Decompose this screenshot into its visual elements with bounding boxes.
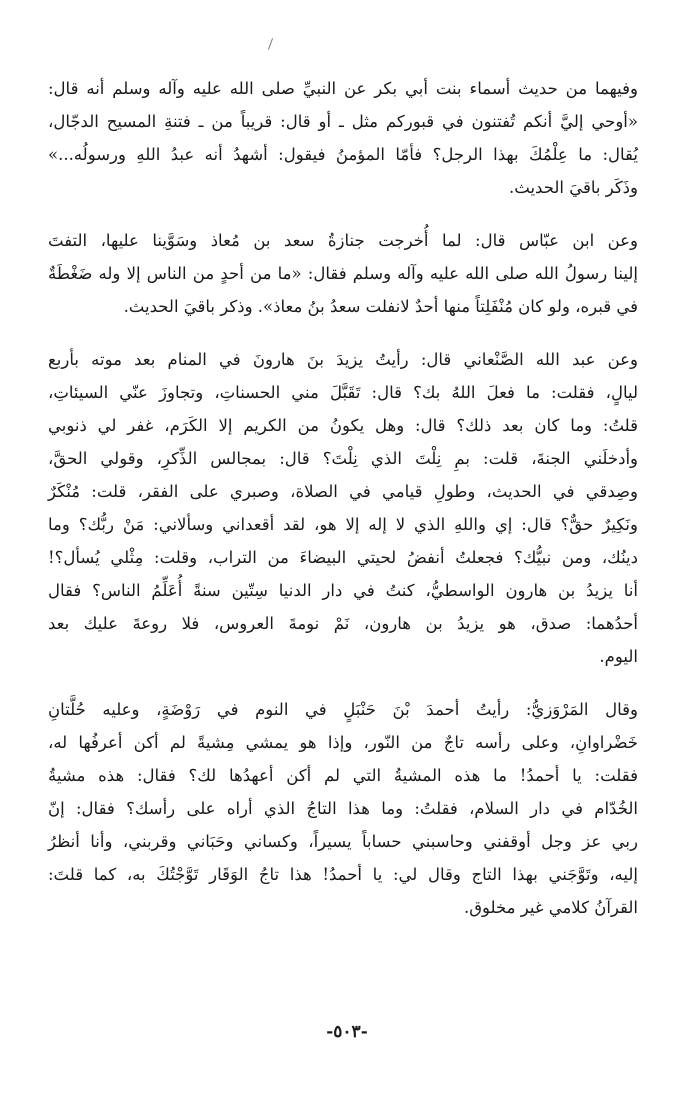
- text-line: أنا يزيدُ بن هارون الواسطيُّ، كنتُ في دار الدنيا سِتّين سنةً أُعَلِّمُ الناس؟ فقال: [48, 581, 638, 600]
- text-line: إليه، وتَوَّجَني بهذا التاج وقال لي: يا أحمدُ! هذا تاجُ الوَقَار تَوَّجْتُكَ به، كما قلتَ:: [48, 865, 638, 884]
- text-line: قلتُ: وما كان بعد ذلك؟ قال: وهل يكونُ من الكريم إلا الكَرَم، غفر لي ذنوبي: [48, 416, 638, 435]
- text-line: خَضْراوانِ، وعلى رأسه تاجٌ من النّور، وإذا هو يمشي مِشيةً لم أكن أعرفُها له،: [48, 733, 638, 752]
- text-line: أحدُهما: صدق، هو يزيدُ بن هارون، نَمْ نومةَ العروس، فلا روعةَ عليك بعد: [48, 614, 638, 633]
- text-line: فقلت: يا أحمدُ! ما هذه المشيةُ التي لم أكن أعهدُها لك؟ فقال: هذه مشيةُ: [48, 766, 638, 785]
- paragraph: [48, 693, 638, 924]
- text-line: ونَكِيرٌ حقٌّ؟ قال: إي واللهِ الذي لا إله إلا هو، لقد أقعداني وسألاني: مَنْ ربُّك؟ وما: [48, 515, 638, 534]
- text-line: في قبره، ولو كان مُنْفَلِتاً منها أحدٌ لانفلت سعدُ بنُ معاذ». وذكر باقيَ الحديث.: [123, 297, 638, 316]
- text-line: وعن ابن عبّاس قال: لما أُخرجت جنازةُ سعد بن مُعاذ وسَوَّينا عليها، التفتَ: [48, 231, 638, 250]
- text-line: «أوحي إليَّ أنكم تُفتنون في قبوركم مثل ـ أو قال: قريباً من ـ فتنةِ المسيح الدجّال،: [48, 112, 638, 131]
- text-line: وصِدقي في الحديث، وطولِ قيامي في الصلاة، وصبري على الفقر، قلت: مُنْكَرٌ: [48, 482, 638, 501]
- text-line: الخُدّام في دار السلام، فقلتُ: وما هذا التاجُ الذي أراه على رأسك؟ فقال: إنّ: [48, 799, 638, 818]
- text-line: ربي عز وجل أوقفني وحاسبني حساباً يسيراً، وكساني وحَبَاني وقربني، وأنا أنظرُ: [48, 832, 638, 851]
- text-line: دينُك، ومن نبيُّك؟ فجعلتُ أنفضُ لحيتي البيضاءَ من التراب، وقلت: مِثْلي يُسأل؟!: [48, 548, 638, 567]
- text-line: يُقال: ما عِلْمُكَ بهذا الرجل؟ فأمّا المؤمنُ فيقول: أشهدُ أنه عبدُ اللهِ ورسولُه...»: [48, 145, 638, 164]
- text-line: ليالٍ، فقلت: ما فعلَ اللهُ بك؟ قال: تَقَبَّلَ مني الحسناتِ، وتجاوزَ عنّي السيئاتِ،: [48, 383, 638, 402]
- text-line: وأدخلَني الجنةَ، قلت: بمِ نِلْتَ الذي نِلْتَ؟ قال: بمجالس الذِّكرِ، وقولي الحقَّ،: [48, 449, 638, 468]
- text-line: القرآنُ كلامي غير مخلوق.: [463, 898, 638, 917]
- paragraph: [48, 224, 638, 323]
- page-body: [48, 72, 638, 924]
- text-line: اليوم.: [599, 647, 638, 666]
- paragraph: [48, 72, 638, 204]
- scan-mark: [268, 38, 273, 50]
- page-number: -٥٠٣-: [326, 1022, 368, 1042]
- paragraph: [48, 343, 638, 673]
- text-line: إلينا رسولُ الله صلى الله عليه وآله وسلم فقال: «ما من أحدٍ من الناس إلا وله ضَغْطَةٌ: [48, 264, 638, 283]
- text-line: وقال المَرْوَزيُّ: رأيتُ أحمدَ بْنَ حَنْبَلٍ في النوم في رَوْضَةٍ، وعليه حُلَّتانِ: [48, 700, 638, 719]
- text-line: وعن عبد الله الصَّنْعاني قال: رأيتُ يزيدَ بنَ هارونَ في المنام بعد موته بأربع: [48, 350, 638, 369]
- text-line: وذَكَر باقيَ الحديث.: [509, 178, 638, 197]
- text-line: وفيهما من حديث أسماء بنت أبي بكر عن النبيِّ صلى الله عليه وآله وسلم أنه قال:: [48, 79, 638, 98]
